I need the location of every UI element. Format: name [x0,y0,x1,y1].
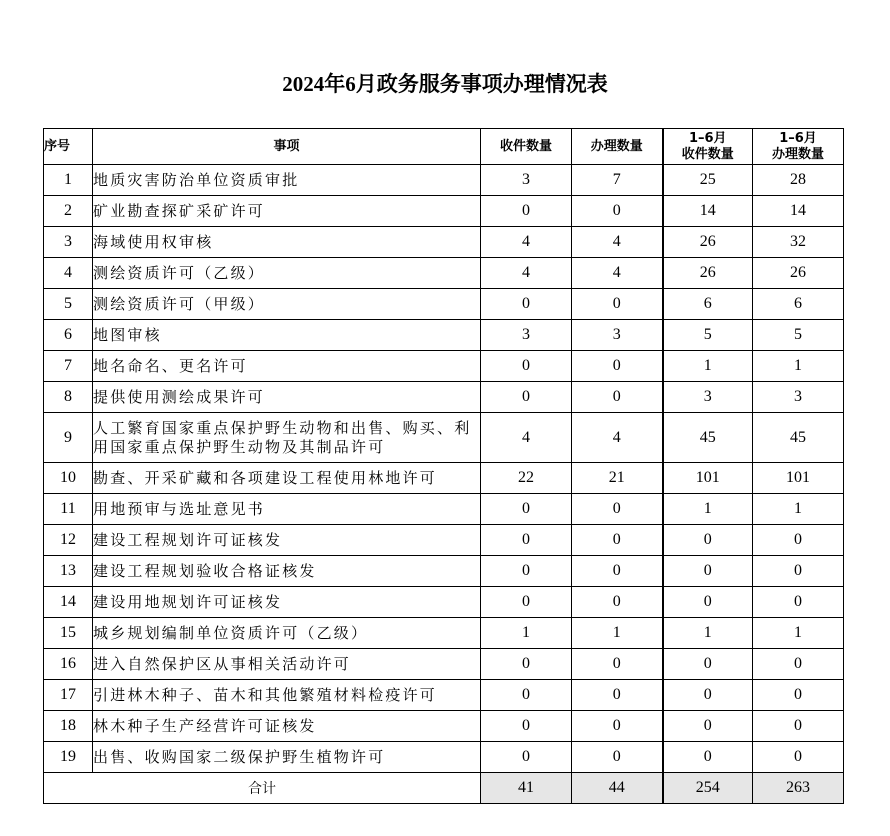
row-handled: 0 [572,525,663,556]
row-ytd-received: 1 [663,351,753,382]
row-handled: 0 [572,382,663,413]
row-received: 0 [481,649,572,680]
row-ytd-handled: 32 [753,227,844,258]
row-ytd-received: 25 [663,165,753,196]
row-ytd-received: 45 [663,413,753,463]
row-handled: 0 [572,711,663,742]
row-ytd-received: 5 [663,320,753,351]
row-seq: 8 [44,382,93,413]
row-ytd-received: 26 [663,227,753,258]
table-row [44,649,844,680]
row-seq: 3 [44,227,93,258]
row-ytd-received: 0 [663,742,753,773]
service-stats-table [43,128,844,804]
row-seq: 5 [44,289,93,320]
total-row [44,773,844,804]
row-ytd-received: 6 [663,289,753,320]
row-received: 0 [481,680,572,711]
row-seq: 10 [44,463,93,494]
table-row [44,618,844,649]
row-ytd-handled: 45 [753,413,844,463]
total-label: 合计 [44,773,481,804]
row-received: 0 [481,351,572,382]
row-item: 出售、收购国家二级保护野生植物许可 [93,742,481,773]
table-row [44,258,844,289]
row-handled: 1 [572,618,663,649]
table-row [44,382,844,413]
row-handled: 21 [572,463,663,494]
row-received: 0 [481,382,572,413]
row-seq: 19 [44,742,93,773]
header-ytd-handled [753,129,844,165]
row-received: 0 [481,556,572,587]
row-ytd-handled: 0 [753,525,844,556]
row-item: 地名命名、更名许可 [93,351,481,382]
row-item: 提供使用测绘成果许可 [93,382,481,413]
row-received: 3 [481,165,572,196]
row-seq: 13 [44,556,93,587]
table-row [44,351,844,382]
row-ytd-received: 0 [663,680,753,711]
header-received: 收件数量 [481,129,572,165]
row-handled: 0 [572,351,663,382]
table-row [44,320,844,351]
table-row [44,494,844,525]
table-row [44,165,844,196]
total-handled: 44 [572,773,663,804]
row-item: 矿业勘查探矿采矿许可 [93,196,481,227]
header-ytd-received [663,129,753,165]
table-row [44,680,844,711]
table-row [44,525,844,556]
row-ytd-handled: 0 [753,711,844,742]
row-handled: 0 [572,680,663,711]
table-row [44,289,844,320]
row-ytd-received: 1 [663,618,753,649]
row-ytd-received: 1 [663,494,753,525]
row-handled: 7 [572,165,663,196]
row-seq: 14 [44,587,93,618]
row-ytd-handled: 1 [753,618,844,649]
row-handled: 0 [572,587,663,618]
row-ytd-received: 0 [663,711,753,742]
row-received: 0 [481,494,572,525]
row-item: 地质灾害防治单位资质审批 [93,165,481,196]
table-row [44,413,844,463]
row-received: 0 [481,742,572,773]
row-seq: 17 [44,680,93,711]
total-ytd-received: 254 [663,773,753,804]
row-handled: 0 [572,649,663,680]
header-row [44,129,844,165]
row-handled: 4 [572,227,663,258]
row-ytd-handled: 101 [753,463,844,494]
row-seq: 2 [44,196,93,227]
table-row [44,463,844,494]
header-ytd-received-line2: 收件数量 [681,146,734,162]
table-row [44,227,844,258]
header-ytd-received-line1: 1–6月 [688,130,727,146]
row-item: 测绘资质许可（乙级） [93,258,481,289]
row-ytd-received: 101 [663,463,753,494]
row-seq: 6 [44,320,93,351]
row-ytd-handled: 0 [753,742,844,773]
row-handled: 4 [572,413,663,463]
row-item: 勘查、开采矿藏和各项建设工程使用林地许可 [93,463,481,494]
row-item: 城乡规划编制单位资质许可（乙级） [93,618,481,649]
header-ytd-handled-line2: 办理数量 [771,146,824,162]
header-seq: 序号 [44,129,93,165]
row-item: 建设工程规划验收合格证核发 [93,556,481,587]
row-received: 0 [481,587,572,618]
row-ytd-handled: 0 [753,587,844,618]
total-received: 41 [481,773,572,804]
row-item: 进入自然保护区从事相关活动许可 [93,649,481,680]
row-received: 0 [481,196,572,227]
table-body [44,165,844,773]
table-row [44,742,844,773]
row-ytd-received: 0 [663,587,753,618]
row-received: 1 [481,618,572,649]
row-handled: 0 [572,494,663,525]
row-item: 建设工程规划许可证核发 [93,525,481,556]
row-ytd-handled: 14 [753,196,844,227]
row-received: 22 [481,463,572,494]
row-ytd-handled: 5 [753,320,844,351]
row-item: 地图审核 [93,320,481,351]
row-ytd-handled: 26 [753,258,844,289]
row-handled: 3 [572,320,663,351]
row-ytd-handled: 28 [753,165,844,196]
row-handled: 0 [572,289,663,320]
header-handled: 办理数量 [572,129,663,165]
row-item: 建设用地规划许可证核发 [93,587,481,618]
row-seq: 9 [44,413,93,463]
row-item: 林木种子生产经营许可证核发 [93,711,481,742]
row-item: 引进林木种子、苗木和其他繁殖材料检疫许可 [93,680,481,711]
row-seq: 16 [44,649,93,680]
row-seq: 15 [44,618,93,649]
header-item: 事项 [93,129,481,165]
row-ytd-handled: 1 [753,351,844,382]
row-item: 用地预审与选址意见书 [93,494,481,525]
row-ytd-received: 0 [663,649,753,680]
table-row [44,587,844,618]
table-row [44,196,844,227]
header-ytd-handled-line1: 1–6月 [779,130,817,146]
row-received: 0 [481,525,572,556]
row-item: 海域使用权审核 [93,227,481,258]
row-received: 4 [481,413,572,463]
row-ytd-received: 0 [663,556,753,587]
row-ytd-received: 26 [663,258,753,289]
row-received: 0 [481,289,572,320]
row-ytd-received: 0 [663,525,753,556]
total-ytd-handled: 263 [753,773,844,804]
row-ytd-handled: 0 [753,680,844,711]
row-handled: 0 [572,742,663,773]
page-title: 2024年6月政务服务事项办理情况表 [282,72,608,96]
row-seq: 7 [44,351,93,382]
row-ytd-handled: 3 [753,382,844,413]
row-received: 0 [481,711,572,742]
row-item: 人工繁育国家重点保护野生动物和出售、购买、利用国家重点保护野生动物及其制品许可 [93,413,481,463]
row-ytd-received: 14 [663,196,753,227]
row-handled: 0 [572,556,663,587]
row-seq: 12 [44,525,93,556]
row-received: 3 [481,320,572,351]
row-ytd-received: 3 [663,382,753,413]
row-ytd-handled: 0 [753,556,844,587]
row-seq: 1 [44,165,93,196]
row-ytd-handled: 1 [753,494,844,525]
row-seq: 4 [44,258,93,289]
row-ytd-handled: 6 [753,289,844,320]
table-row [44,711,844,742]
table-row [44,556,844,587]
row-seq: 18 [44,711,93,742]
row-ytd-handled: 0 [753,649,844,680]
row-received: 4 [481,227,572,258]
row-item: 测绘资质许可（甲级） [93,289,481,320]
row-received: 4 [481,258,572,289]
row-handled: 0 [572,196,663,227]
row-seq: 11 [44,494,93,525]
row-handled: 4 [572,258,663,289]
